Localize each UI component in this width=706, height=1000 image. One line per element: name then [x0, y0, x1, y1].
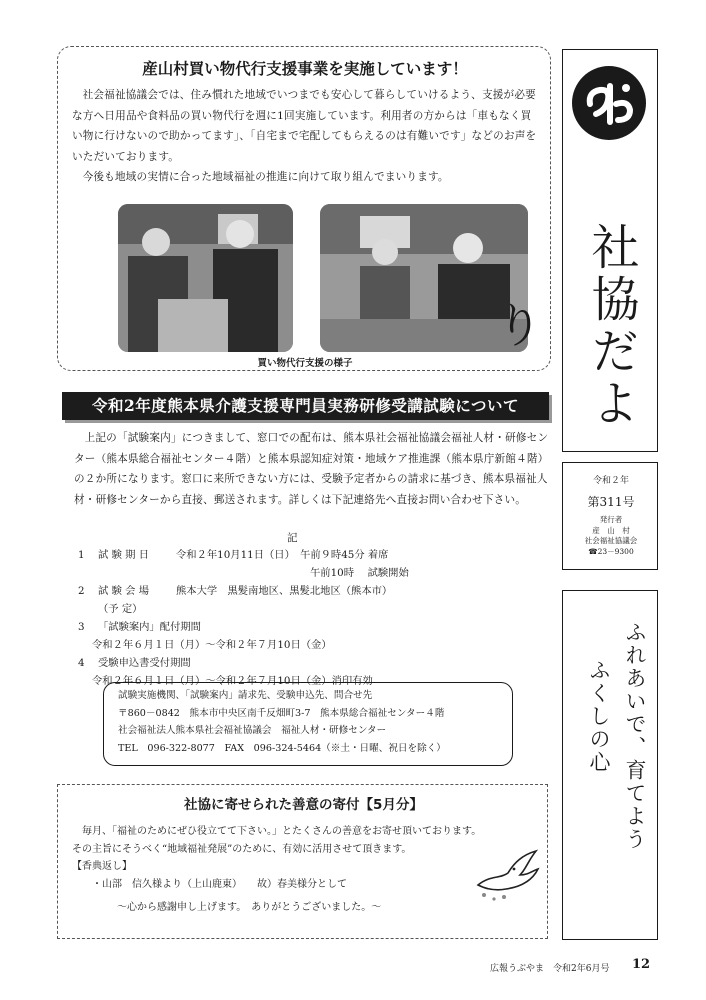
item-value: 午前10時 試験開始: [310, 567, 409, 579]
exam-item-application-period: [78, 654, 538, 672]
item-number: 4: [78, 657, 85, 669]
publisher-line: 産 山 村: [592, 525, 630, 535]
item-number: 2: [78, 585, 85, 597]
publisher-line: ☎23－9300: [588, 546, 634, 556]
item-number: 1: [78, 549, 85, 561]
item-label: 「試験案内」配付期間: [98, 621, 201, 633]
thanks-line: ～心から感謝申し上げます。 ありがとうございました。～: [117, 902, 382, 913]
contact-line: TEL 096-322-8077 FAX 096-324-5464（※土・日曜、祝日を除く）: [118, 742, 446, 754]
exam-details-list: [78, 546, 538, 690]
shopping-support-title: 産山村買い物代行支援事業を実施しています！: [142, 60, 468, 78]
issue-info-box: [562, 462, 658, 570]
item-value: 令和２年10月11日（日） 午前９時45分 着席: [176, 549, 389, 561]
exam-item-venue: [78, 582, 538, 600]
donation-line: その主旨にそうべく“地域福祉発展”のために、有効に活用させて頂きます。: [72, 843, 412, 855]
exam-item-guide-period: [78, 618, 538, 636]
item-label: 受験申込書受付期間: [98, 657, 191, 669]
item-number: 3: [78, 621, 85, 633]
donations-section: [57, 784, 548, 939]
paragraph: 上記の「試験案内」につきまして、窓口での配布は、熊本県社会福祉協議会福祉人材・研修センター（熊本県総合福祉センター４階）と熊本県認知症対策・地域ケア推進課（熊本県庁新館４階）の２か所になります。窓口に来所できない方には、受験予定者からの請求に基づき、熊本県福祉人材・研修センターから直接、郵送されます。詳しくは下記連絡先へ直接お問い合わせ下さい。: [74, 432, 549, 506]
item-value: 令和２年６月１日（月）～令和２年７月10日（金）: [92, 639, 332, 651]
exam-item-guide-period-line2: [78, 636, 538, 654]
issue-number: 第311号: [587, 495, 635, 509]
item-value: 令和２年６月１日（月）～令和２年７月10日（金）消印有効: [92, 675, 373, 687]
slogan: [563, 621, 659, 921]
newsletter-title: 社協だより: [487, 221, 639, 430]
dove-icon: [470, 845, 542, 905]
contact-line: 〒860－0842 熊本市中央区南千反畑町3-7 熊本県総合福祉センター４階: [118, 707, 445, 719]
masthead: [487, 49, 658, 452]
donations-body: [72, 823, 512, 917]
item-label: 試 験 会 場: [98, 585, 150, 597]
donation-line: ・山部 信久様より（上山鹿東） 故）春美様分として: [92, 878, 347, 890]
shopping-support-body: [72, 85, 540, 188]
slogan-line: ふくしの心: [587, 659, 611, 774]
donation-line: 毎月、「福祉のためにぜひ役立てて下さい。」とたくさんの善意をお寄せ頂いております。: [82, 826, 482, 837]
footer-publication: 広報うぶやま 令和2年6月号: [490, 964, 610, 974]
contact-line: 試験実施機関、「試験案内」請求先、受験申込先、問合せ先: [118, 690, 373, 701]
record-mark: 記: [287, 532, 298, 544]
publisher-info: [563, 515, 659, 557]
shakyo-logo-icon: [570, 64, 648, 142]
paragraph: 今後も地域の実情に合った地域福祉の推進に向けて取り組んでまいります。: [82, 171, 449, 183]
slogan-line: ふれあいで、育てよう: [623, 621, 647, 851]
publisher-line: 社会福祉協議会: [584, 536, 638, 545]
contact-line: 社会福祉法人熊本県社会福祉協議会 福祉人材・研修センター: [118, 725, 387, 736]
exam-item-date: [78, 546, 538, 564]
paragraph: 社会福祉協議会では、住み慣れた地域でいつまでも安心して暮らしていけるよう、支援が必要な方へ日用品や食料品の買い物代行を週に1回実施しています。利用者の方からは「車もなく買い物に行けないので助かってます」、「自宅まで宅配してもらえるのは有難いです」などのお声をいただいております。: [72, 89, 537, 163]
photo-caption: 買い物代行支援の様子: [257, 358, 353, 369]
contact-info-box: [103, 682, 513, 766]
slogan-box: [562, 590, 658, 940]
item-label: 試 験 期 日: [98, 549, 150, 561]
exam-intro: [74, 428, 550, 510]
item-value: 熊本大学 黒髪南地区、黒髪北地区（熊本市）: [176, 585, 393, 597]
exam-item-venue-line2: [78, 600, 538, 618]
donations-title: 社協に寄せられた善意の寄付【5月分】: [184, 797, 423, 813]
photo-delivery-elderly-woman: [118, 204, 293, 352]
exam-section-header: 令和2年度熊本県介護支援専門員実務研修受講試験について: [62, 392, 549, 420]
exam-item-date-line2: [78, 564, 538, 582]
publisher-line: 発行者: [599, 515, 623, 524]
item-value: （予 定）: [98, 603, 143, 615]
donation-line: 【香典返し】: [72, 861, 132, 872]
page-number: 12: [632, 957, 651, 972]
issue-era: 令和２年: [592, 476, 629, 486]
